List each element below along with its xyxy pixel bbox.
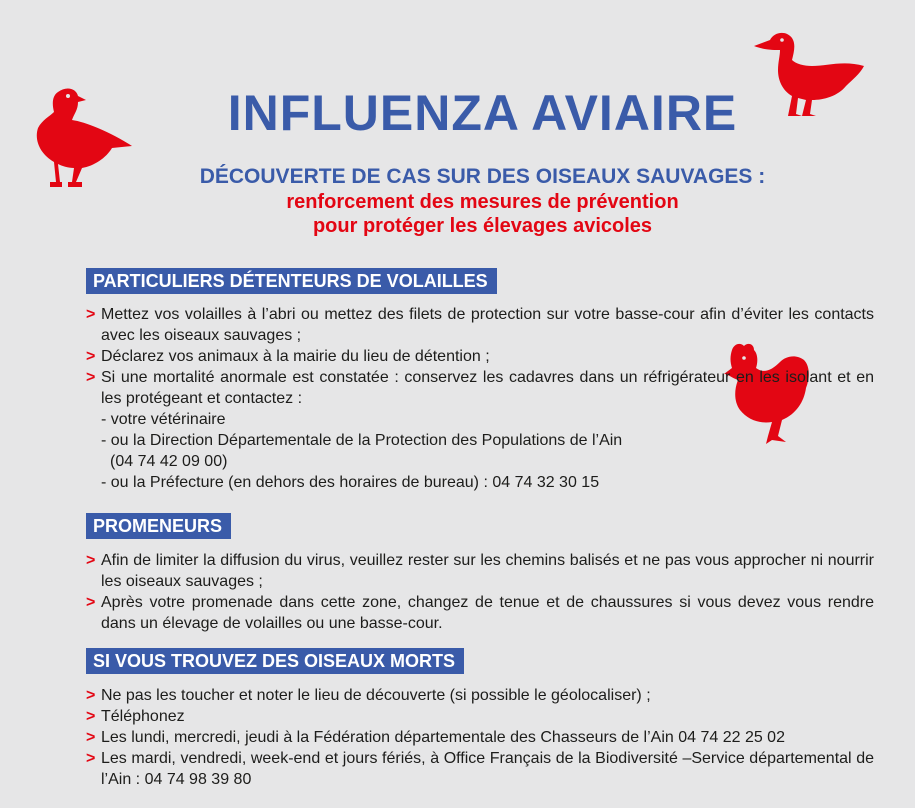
list-item <box>86 748 874 790</box>
list-item-text: Déclarez vos animaux à la mairie du lieu de détention ; <box>101 348 490 365</box>
arrow-icon: > <box>86 708 96 725</box>
subtitle-line-2: renforcement des mesures de prévention <box>286 191 679 213</box>
list-item <box>86 685 874 706</box>
section-heading-dead-birds: SI VOUS TROUVEZ DES OISEAUX MORTS <box>86 648 464 674</box>
list-item-text: Après votre promenade dans cette zone, changez de tenue et de chaussures si vous devez vous rendre dans un élevage de volailles ou une basse-cour. <box>101 594 874 632</box>
arrow-icon: > <box>86 306 96 323</box>
contacts-list <box>101 409 874 493</box>
list-item <box>86 346 874 367</box>
list-item-text: Les lundi, mercredi, jeudi à la Fédération départementale des Chasseurs de l’Ain 04 74 22 25 02 <box>101 729 785 746</box>
arrow-icon: > <box>86 594 96 611</box>
owners-list <box>86 304 874 493</box>
contact-vet: - votre vétérinaire <box>101 411 226 428</box>
section-heading-walkers: PROMENEURS <box>86 513 231 539</box>
list-item-text: Mettez vos volailles à l’abri ou mettez des filets de protection sur votre basse-cour afin d’éviter les contacts avec les oiseaux sauvages ; <box>101 306 874 344</box>
contact-ddpp: - ou la Direction Départementale de la Protection des Populations de l’Ain <box>101 432 623 449</box>
arrow-icon: > <box>86 369 96 386</box>
subtitle-line-3: pour protéger les élevages avicoles <box>312 215 653 237</box>
dead-birds-list <box>86 685 874 790</box>
subtitle-line-1: DÉCOUVERTE DE CAS SUR DES OISEAUX SAUVAGES : <box>199 165 766 188</box>
subtitle <box>0 164 915 238</box>
page-title: INFLUENZA AVIAIRE <box>227 85 738 141</box>
list-item-text: Si une mortalité anormale est constatée : conservez les cadavres dans un réfrigérateur en les isolant et en les protégeant et contactez : <box>101 369 874 407</box>
list-item <box>86 367 874 493</box>
arrow-icon: > <box>86 552 96 569</box>
contact-ddpp-phone: (04 74 42 09 00) <box>110 453 228 470</box>
list-item-text: Ne pas les toucher et noter le lieu de découverte (si possible le géolocaliser) ; <box>101 687 651 704</box>
arrow-icon: > <box>86 750 96 767</box>
walkers-list <box>86 550 874 634</box>
arrow-icon: > <box>86 687 96 704</box>
list-item <box>86 550 874 592</box>
arrow-icon: > <box>86 729 96 746</box>
list-item <box>86 727 874 748</box>
list-item <box>86 304 874 346</box>
list-item-text: Afin de limiter la diffusion du virus, veuillez rester sur les chemins balisés et ne pas vous approcher ni nourrir les oiseaux sauvages ; <box>101 552 874 590</box>
list-item-text: Téléphonez <box>101 708 185 725</box>
arrow-icon: > <box>86 348 96 365</box>
contact-prefecture: - ou la Préfecture (en dehors des horaires de bureau) : 04 74 32 30 15 <box>101 474 600 491</box>
list-item <box>86 706 874 727</box>
section-heading-owners: PARTICULIERS DÉTENTEURS DE VOLAILLES <box>86 268 497 294</box>
list-item <box>86 592 874 634</box>
list-item-text: Les mardi, vendredi, week-end et jours fériés, à Office Français de la Biodiversité –Service départemental de l’Ain : 04 74 98 39 80 <box>101 750 874 788</box>
